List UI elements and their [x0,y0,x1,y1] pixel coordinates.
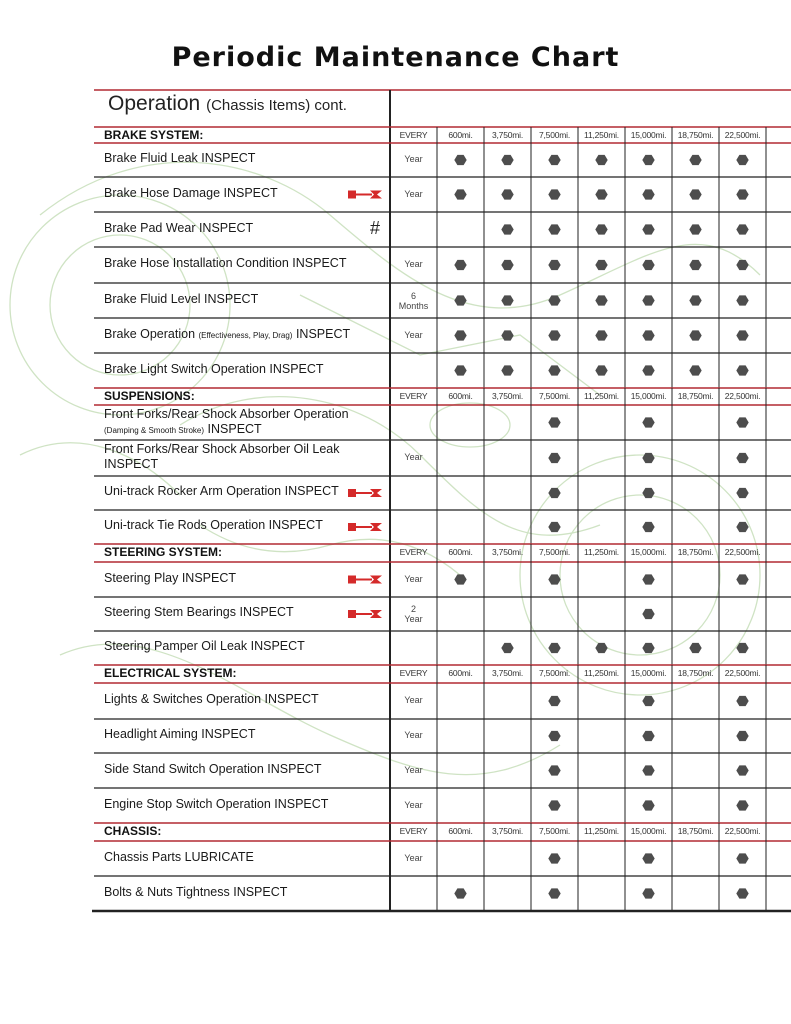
interval-dot-icon [736,260,748,270]
operation-label [104,850,254,864]
interval-dot-icon [689,295,701,305]
every-interval-text: Year [404,614,423,624]
interval-dot-icon [689,365,701,375]
operation-label [104,727,255,741]
operation-text: Brake Fluid Leak INSPECT [104,151,256,165]
interval-header: 600mi. [448,391,473,401]
operation-title: Operation [108,92,201,115]
every-interval [390,800,437,810]
operation-label-line2 [104,422,262,436]
interval-header: 11,250mi. [584,547,619,557]
interval-dot-icon [736,417,748,427]
interval-header: 22,500mi. [724,826,761,836]
interval-dot-icon [642,696,654,706]
operation-label: Front Forks/Rear Shock Absorber Operation [104,407,349,421]
interval-dot-icon [642,295,654,305]
interval-dot-icon [548,260,560,270]
interval-header: 18,750mi. [677,826,714,836]
interval-dot-icon [548,453,560,463]
interval-dot-icon [642,609,654,619]
interval-dot-icon [689,189,701,199]
interval-dot-icon [736,224,748,234]
operation-label [104,797,328,811]
interval-header: 7,500mi. [538,391,570,401]
interval-header: 18,750mi. [677,547,714,557]
interval-header: 18,750mi. [677,391,714,401]
interval-dot-icon [736,522,748,532]
section-label: CHASSIS: [104,824,162,838]
operation-label [104,221,253,235]
interval-dot-icon [548,888,560,898]
section-label: STEERING SYSTEM: [104,545,223,559]
operation-label [104,692,319,706]
interval-dot-icon [689,260,701,270]
operation-text: Bolts & Nuts Tightness INSPECT [104,884,288,899]
interval-header: 11,250mi. [584,668,619,678]
operation-label [104,518,323,532]
interval-dot-icon [548,488,560,498]
operation-label [104,605,294,619]
interval-dot-icon [548,800,560,810]
operation-text: Uni-track Tie Rods Operation INSPECT [104,518,323,532]
interval-header: 15,000mi. [630,130,667,140]
interval-dot-icon [548,696,560,706]
interval-dot-icon [501,155,513,165]
operation-text: Side Stand Switch Operation INSPECT [104,761,322,776]
interval-dot-icon [642,643,654,653]
interval-header: 15,000mi. [630,547,667,557]
interval-header: 15,000mi. [630,391,667,401]
interval-header: 11,250mi. [584,130,619,140]
interval-dot-icon [501,260,513,270]
interval-dot-icon [736,731,748,741]
interval-dot-icon [689,330,701,340]
every-interval [390,154,437,164]
section-label: SUSPENSIONS: [104,389,195,403]
interval-dot-icon [548,731,560,741]
operation-label [104,571,236,585]
section-label: BRAKE SYSTEM: [104,128,204,142]
interval-header: 15,000mi. [630,668,667,678]
interval-header: 600mi. [448,826,473,836]
every-interval [390,330,437,340]
interval-dot-icon [501,365,513,375]
every-interval-text: Year [404,452,423,462]
operation-label-line2 [104,457,158,471]
interval-dot-icon [689,643,701,653]
interval-dot-icon [454,888,466,898]
operation-label [104,484,339,498]
operation-label [104,885,287,899]
interval-dot-icon [548,643,560,653]
interval-dot-icon [595,189,607,199]
operation-text: Engine Stop Switch Operation INSPECT [104,796,329,811]
operation-text: Brake Hose Damage INSPECT [104,185,278,200]
interval-header: 3,750mi. [491,547,523,557]
interval-dot-icon [736,155,748,165]
interval-dot-icon [736,853,748,863]
interval-header: 18,750mi. [677,668,714,678]
every-interval-text: 6 [410,290,416,301]
interval-header: 600mi. [448,547,473,557]
interval-dot-icon [501,224,513,234]
interval-header: 11,250mi. [584,391,619,401]
interval-header: 11,250mi. [584,826,619,836]
interval-dot-icon [501,295,513,305]
interval-header: 600mi. [448,130,473,140]
interval-dot-icon [642,888,654,898]
kawasaki-mark-icon [348,489,382,497]
interval-dot-icon [736,643,748,653]
operation-note: (Effectiveness, Play, Drag) [198,330,293,340]
interval-dot-icon [501,330,513,340]
interval-header: 7,500mi. [538,668,570,678]
operation-action: INSPECT [292,326,351,341]
every-interval [390,189,437,199]
interval-dot-icon [454,295,466,305]
operation-label [104,292,258,306]
interval-dot-icon [736,189,748,199]
every-interval-text: Year [404,852,423,863]
interval-dot-icon [642,522,654,532]
interval-dot-icon [642,189,654,199]
operation-text: Uni-track Rocker Arm Operation INSPECT [104,484,339,498]
operation-text: Brake Hose Installation Condition INSPECT [104,256,347,270]
interval-dot-icon [454,189,466,199]
every-interval-text: Year [404,764,423,775]
every-interval [390,730,437,740]
every-interval [390,765,437,775]
operation-label [104,639,305,653]
operation-text: Headlight Aiming INSPECT [104,727,256,741]
interval-header: 3,750mi. [491,668,523,678]
interval-header: 18,750mi. [677,130,714,140]
interval-dot-icon [642,765,654,775]
operation-text: Brake Pad Wear INSPECT [104,220,254,235]
operation-label [104,151,255,165]
interval-header: EVERY [399,391,428,401]
every-interval-text: Year [404,259,423,269]
every-interval-text: Months [398,300,429,311]
every-interval-text: Year [404,329,423,340]
interval-dot-icon [548,155,560,165]
interval-dot-icon [454,260,466,270]
operation-subtitle: (Chassis Items) cont. [206,97,347,114]
interval-dot-icon [642,417,654,427]
operation-label [104,362,324,376]
every-interval [390,452,437,462]
interval-dot-icon [454,365,466,375]
interval-dot-icon [642,800,654,810]
operation-text: Steering Play INSPECT [104,570,236,585]
interval-dot-icon [736,330,748,340]
interval-dot-icon [642,574,654,584]
interval-dot-icon [642,365,654,375]
interval-header: EVERY [399,130,428,140]
operation-label [104,256,346,270]
interval-header: 15,000mi. [630,826,667,836]
operation-label [104,327,350,341]
page-title: Periodic Maintenance Chart [171,42,620,73]
operation-text: Steering Pamper Oil Leak INSPECT [104,639,305,653]
every-interval [390,259,437,269]
interval-header: 7,500mi. [538,130,570,140]
operation-action: INSPECT [104,457,159,471]
interval-dot-icon [595,224,607,234]
operation-text: Brake Operation [104,326,199,341]
interval-dot-icon [642,330,654,340]
interval-dot-icon [501,189,513,199]
interval-dot-icon [642,488,654,498]
interval-dot-icon [548,574,560,584]
interval-header: 600mi. [448,668,473,678]
operation-label: Front Forks/Rear Shock Absorber Oil Leak [104,442,340,456]
interval-dot-icon [736,888,748,898]
operation-note: (Damping & Smooth Stroke) [104,426,205,435]
operation-label [104,186,278,200]
interval-dot-icon [454,574,466,584]
interval-dot-icon [501,643,513,653]
every-interval-text: Year [404,188,423,199]
interval-dot-icon [548,330,560,340]
interval-header: EVERY [399,547,428,557]
interval-dot-icon [736,696,748,706]
interval-dot-icon [595,643,607,653]
interval-header: 7,500mi. [538,826,570,836]
every-interval-text: Year [404,573,423,584]
operation-text: Lights & Switches Operation INSPECT [104,692,319,706]
interval-header: 7,500mi. [538,547,570,557]
interval-dot-icon [548,295,560,305]
interval-dot-icon [548,365,560,375]
interval-dot-icon [548,765,560,775]
operation-text: Steering Stem Bearings INSPECT [104,605,294,619]
interval-header: 22,500mi. [724,668,761,678]
interval-dot-icon [736,574,748,584]
interval-dot-icon [642,155,654,165]
interval-dot-icon [642,224,654,234]
kawasaki-mark-icon [348,576,382,584]
every-interval [390,604,437,624]
interval-header: 22,500mi. [724,391,761,401]
operation-text: Brake Light Switch Operation INSPECT [104,361,324,376]
interval-dot-icon [736,488,748,498]
interval-dot-icon [736,295,748,305]
kawasaki-mark-icon [348,523,382,531]
operation-text: Brake Fluid Level INSPECT [104,291,259,306]
interval-header: 22,500mi. [724,547,761,557]
interval-dot-icon [548,853,560,863]
interval-header: 22,500mi. [724,130,761,140]
every-interval-text: 2 [410,604,416,614]
interval-dot-icon [736,765,748,775]
interval-dot-icon [642,731,654,741]
interval-header: EVERY [399,668,428,678]
interval-dot-icon [548,189,560,199]
interval-dot-icon [548,522,560,532]
interval-dot-icon [595,295,607,305]
every-interval-text: Year [404,695,423,705]
interval-dot-icon [548,224,560,234]
interval-dot-icon [642,453,654,463]
interval-dot-icon [595,365,607,375]
interval-dot-icon [642,853,654,863]
interval-header: 3,750mi. [491,391,523,401]
kawasaki-mark-icon [348,610,382,618]
every-interval [390,574,437,584]
interval-dot-icon [595,260,607,270]
kawasaki-mark-icon [348,191,382,199]
every-interval-text: Year [404,730,423,740]
every-interval [390,695,437,705]
interval-dot-icon [454,155,466,165]
interval-header: 3,750mi. [491,130,523,140]
interval-dot-icon [642,260,654,270]
interval-dot-icon [736,365,748,375]
interval-dot-icon [454,330,466,340]
interval-dot-icon [736,800,748,810]
interval-header: EVERY [399,826,428,836]
section-label: ELECTRICAL SYSTEM: [104,666,237,680]
every-interval-text: Year [404,799,423,810]
every-interval [390,853,437,863]
interval-dot-icon [595,330,607,340]
interval-dot-icon [595,155,607,165]
operation-label [104,762,321,776]
interval-dot-icon [736,453,748,463]
interval-dot-icon [689,224,701,234]
interval-dot-icon [548,417,560,427]
operation-text: Chassis Parts LUBRICATE [104,849,254,864]
interval-header: 3,750mi. [491,826,523,836]
operation-header [108,92,347,116]
every-interval-text: Year [404,154,423,164]
every-interval [390,291,437,311]
operation-action: INSPECT [204,422,262,436]
hash-mark-icon: # [370,217,381,238]
interval-dot-icon [689,155,701,165]
